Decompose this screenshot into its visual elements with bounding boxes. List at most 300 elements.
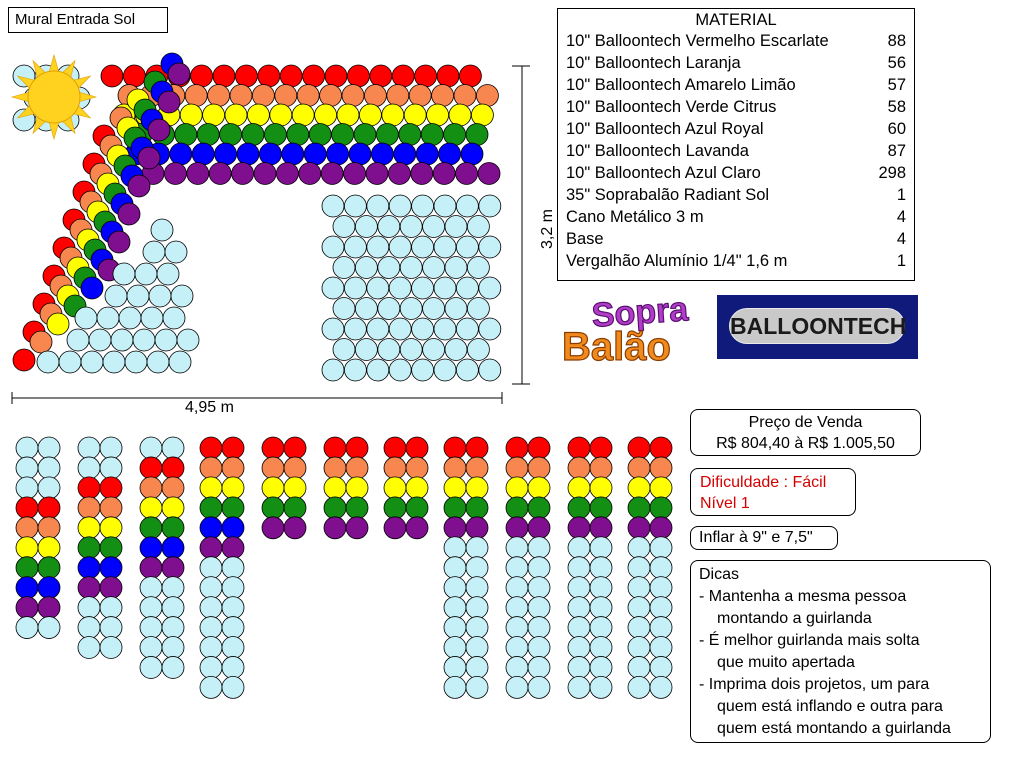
column-balloon-purple xyxy=(100,577,122,599)
mural-balloon-lightblue xyxy=(412,318,434,340)
mural-balloon-lightblue xyxy=(479,318,501,340)
column-balloon-red xyxy=(284,437,306,459)
material-row: 10" Balloontech Azul Claro 298 xyxy=(566,164,906,182)
mural-balloon-blue xyxy=(282,143,304,165)
column-balloon-lightblue xyxy=(506,597,528,619)
mural-balloon-green xyxy=(175,124,197,146)
column-balloon-lightblue xyxy=(528,597,550,619)
mural-balloon-lightblue xyxy=(423,339,445,361)
column-balloon-lightblue xyxy=(590,676,612,698)
mural-balloon-red xyxy=(459,65,481,87)
column-balloon-yellow xyxy=(650,477,672,499)
mural-balloon-lightblue xyxy=(81,351,103,373)
mural-balloon-lightblue xyxy=(89,329,111,351)
mural-balloon-lightblue xyxy=(445,216,467,238)
column-balloon-red xyxy=(222,437,244,459)
mural-balloon-green xyxy=(309,124,331,146)
column-balloon-lightblue xyxy=(628,537,650,559)
difficulty-level: Nível 1 xyxy=(700,495,750,512)
mural-balloon-green xyxy=(376,124,398,146)
column-balloon-lightblue xyxy=(590,637,612,659)
column-balloon-yellow xyxy=(346,477,368,499)
mural-balloon-lightblue xyxy=(333,216,355,238)
column-balloon-lightblue xyxy=(568,656,590,678)
column-balloon-lightblue xyxy=(528,557,550,579)
mural-balloon-purple xyxy=(164,163,186,185)
mural-balloon-lightblue xyxy=(467,216,489,238)
mural-balloon-orange xyxy=(364,85,386,107)
column-balloon-lightblue xyxy=(506,537,528,559)
column-balloon-green xyxy=(38,557,60,579)
mural-balloon-purple xyxy=(168,63,190,85)
mural-balloon-red xyxy=(392,65,414,87)
column-balloon-lightblue xyxy=(568,577,590,599)
mural-balloon-lightblue xyxy=(322,195,344,217)
column-balloon-green xyxy=(262,497,284,519)
mural-balloon-lightblue xyxy=(111,329,133,351)
column-balloon-green xyxy=(590,497,612,519)
mural-balloon-lightblue xyxy=(143,241,165,263)
column-balloon-red xyxy=(262,437,284,459)
column-balloon-orange xyxy=(568,457,590,479)
column-balloon-lightblue xyxy=(100,457,122,479)
column-balloon-lightblue xyxy=(466,676,488,698)
mural-balloon-yellow xyxy=(337,104,359,126)
mural-balloon-lightblue xyxy=(378,216,400,238)
mural-balloon-lightblue xyxy=(412,359,434,381)
balloontech-logo-text: BALLOONTECH xyxy=(729,308,905,344)
balloontech-logo xyxy=(717,295,918,359)
material-row: Cano Metálico 3 m 4 xyxy=(566,208,906,226)
mural-balloon-blue xyxy=(461,143,483,165)
mural-balloon-red xyxy=(415,65,437,87)
mural-balloon-lightblue xyxy=(127,285,149,307)
mural-balloon-purple xyxy=(344,163,366,185)
column-balloon-lightblue xyxy=(568,637,590,659)
column-balloon-lightblue xyxy=(140,577,162,599)
column-balloon-red xyxy=(590,437,612,459)
height-dimension-label: 3,2 m xyxy=(539,208,556,249)
column-balloon-yellow xyxy=(162,497,184,519)
inflate-info: Inflar à 9" e 7,5" xyxy=(690,526,838,550)
mural-balloon-lightblue xyxy=(456,195,478,217)
mural-balloon-orange xyxy=(409,85,431,107)
column-balloon-purple xyxy=(140,557,162,579)
column-balloon-lightblue xyxy=(200,676,222,698)
column-balloon-purple xyxy=(506,517,528,539)
mural-balloon-lightblue xyxy=(434,277,456,299)
column-balloon-orange xyxy=(162,477,184,499)
column-balloon-lightblue xyxy=(528,676,550,698)
column-balloon-lightblue xyxy=(444,537,466,559)
mural-balloon-red xyxy=(101,65,123,87)
column-balloon-purple xyxy=(16,597,38,619)
mural-balloon-green xyxy=(399,124,421,146)
tips-box xyxy=(690,560,991,743)
tip-item: - Mantenha a mesma pessoa montando a guirlanda xyxy=(699,588,907,627)
mural-balloon-purple xyxy=(276,163,298,185)
mural-balloon-green xyxy=(421,124,443,146)
mural-balloon-yellow xyxy=(359,104,381,126)
mural-balloon-lightblue xyxy=(367,359,389,381)
column-balloon-lightblue xyxy=(590,557,612,579)
column-balloon-lightblue xyxy=(38,617,60,639)
mural-balloon-lightblue xyxy=(67,329,89,351)
column-balloon-purple xyxy=(444,517,466,539)
mural-balloon-blue xyxy=(170,143,192,165)
column-balloon-lightblue xyxy=(444,656,466,678)
tip-item: - Imprima dois projetos, um para quem está inflando e outra para quem está montando a guirlanda xyxy=(699,676,951,737)
mural-balloon-purple xyxy=(148,119,170,141)
column-balloon-green xyxy=(222,497,244,519)
soprabalao-logo xyxy=(558,286,708,366)
column-balloon-lightblue xyxy=(590,597,612,619)
mural-balloon-yellow xyxy=(471,104,493,126)
column-balloon-lightblue xyxy=(506,656,528,678)
mural-balloon-lightblue xyxy=(434,236,456,258)
mural-balloon-purple xyxy=(138,147,160,169)
column-balloon-yellow xyxy=(528,477,550,499)
column-balloon-green xyxy=(568,497,590,519)
column-balloon-blue xyxy=(38,577,60,599)
column-balloon-purple xyxy=(200,537,222,559)
mural-balloon-red xyxy=(370,65,392,87)
mural-balloon-orange xyxy=(275,85,297,107)
mural-balloon-red xyxy=(258,65,280,87)
mural-balloon-blue xyxy=(237,143,259,165)
column-balloon-yellow xyxy=(284,477,306,499)
column-balloon-lightblue xyxy=(222,557,244,579)
column-balloon-lightblue xyxy=(466,597,488,619)
column-balloon-red xyxy=(78,477,100,499)
column-balloon-lightblue xyxy=(650,577,672,599)
material-heading: MATERIAL xyxy=(695,11,777,29)
column-balloon-orange xyxy=(528,457,550,479)
column-balloon-lightblue xyxy=(466,656,488,678)
column-balloon-lightblue xyxy=(590,656,612,678)
mural-balloon-lightblue xyxy=(467,339,489,361)
column-balloon-lightblue xyxy=(200,617,222,639)
mural-balloon-green xyxy=(332,124,354,146)
column-balloon-orange xyxy=(262,457,284,479)
column-balloon-orange xyxy=(628,457,650,479)
mural-balloon-orange xyxy=(342,85,364,107)
column-balloon-purple xyxy=(78,577,100,599)
mural-balloon-lightblue xyxy=(344,277,366,299)
column-balloon-purple xyxy=(324,517,346,539)
column-balloon-yellow xyxy=(140,497,162,519)
mural-balloon-lightblue xyxy=(389,277,411,299)
column-balloon-lightblue xyxy=(466,617,488,639)
material-row: 35" Soprabalão Radiant Sol 1 xyxy=(566,186,906,204)
column-balloon-green xyxy=(200,497,222,519)
column-balloon-lightblue xyxy=(16,477,38,499)
mural-balloon-purple xyxy=(433,163,455,185)
mural-title: Mural Entrada Sol xyxy=(8,7,168,33)
column-balloon-purple xyxy=(650,517,672,539)
column-balloon-lightblue xyxy=(528,637,550,659)
column-balloon-lightblue xyxy=(568,597,590,619)
column-balloon-lightblue xyxy=(100,617,122,639)
mural-balloon-red xyxy=(325,65,347,87)
column-balloon-lightblue xyxy=(140,637,162,659)
column-balloon-red xyxy=(100,477,122,499)
column-balloon-green xyxy=(78,537,100,559)
mural-balloon-blue xyxy=(349,143,371,165)
tip-item: - É melhor guirlanda mais solta que muito apertada xyxy=(699,632,920,671)
column-balloon-purple xyxy=(590,517,612,539)
mural-balloon-lightblue xyxy=(445,339,467,361)
column-balloon-lightblue xyxy=(628,656,650,678)
mural-balloon-lightblue xyxy=(434,195,456,217)
mural-balloon-yellow xyxy=(247,104,269,126)
mural-balloon-blue xyxy=(259,143,281,165)
mural-balloon-lightblue xyxy=(333,257,355,279)
mural-balloon-lightblue xyxy=(333,339,355,361)
column-balloon-lightblue xyxy=(78,437,100,459)
mural-balloon-red xyxy=(347,65,369,87)
material-row: 10" Balloontech Laranja 56 xyxy=(566,54,906,72)
mural-balloon-lightblue xyxy=(456,277,478,299)
column-balloon-red xyxy=(140,457,162,479)
mural-balloon-purple xyxy=(299,163,321,185)
column-balloon-lightblue xyxy=(444,597,466,619)
mural-balloon-lightblue xyxy=(389,318,411,340)
mural-balloon-yellow xyxy=(47,313,69,335)
mural-balloon-purple xyxy=(321,163,343,185)
column-balloon-green xyxy=(528,497,550,519)
mural-balloon-lightblue xyxy=(412,195,434,217)
column-balloon-lightblue xyxy=(222,617,244,639)
mural-balloon-lightblue xyxy=(479,195,501,217)
mural-balloon-yellow xyxy=(225,104,247,126)
column-balloon-lightblue xyxy=(650,637,672,659)
column-balloon-lightblue xyxy=(628,597,650,619)
column-balloon-orange xyxy=(444,457,466,479)
mural-balloon-lightblue xyxy=(389,359,411,381)
mural-balloon-purple xyxy=(478,163,500,185)
mural-balloon-lightblue xyxy=(400,257,422,279)
column-balloon-purple xyxy=(406,517,428,539)
mural-balloon-orange xyxy=(30,331,52,353)
column-balloon-purple xyxy=(262,517,284,539)
mural-balloon-lightblue xyxy=(119,307,141,329)
column-balloon-lightblue xyxy=(162,437,184,459)
column-balloon-yellow xyxy=(466,477,488,499)
mural-balloon-purple xyxy=(158,91,180,113)
material-row: 10" Balloontech Azul Royal 60 xyxy=(566,120,906,138)
mural-balloon-purple xyxy=(209,163,231,185)
column-balloon-lightblue xyxy=(200,656,222,678)
mural-balloon-lightblue xyxy=(445,298,467,320)
mural-balloon-lightblue xyxy=(149,285,171,307)
column-balloon-lightblue xyxy=(162,577,184,599)
mural-balloon-lightblue xyxy=(133,329,155,351)
column-balloon-lightblue xyxy=(78,457,100,479)
mural-balloon-lightblue xyxy=(378,339,400,361)
mural-balloon-lightblue xyxy=(105,285,127,307)
column-balloon-lightblue xyxy=(444,637,466,659)
mural-balloon-lightblue xyxy=(125,351,147,373)
column-balloon-yellow xyxy=(100,517,122,539)
column-balloon-red xyxy=(346,437,368,459)
column-balloon-orange xyxy=(506,457,528,479)
column-balloon-lightblue xyxy=(628,637,650,659)
column-balloon-lightblue xyxy=(590,577,612,599)
column-balloon-lightblue xyxy=(78,597,100,619)
column-balloon-red xyxy=(506,437,528,459)
mural-balloon-lightblue xyxy=(367,195,389,217)
column-balloon-lightblue xyxy=(222,676,244,698)
mural-balloon-lightblue xyxy=(155,329,177,351)
mural-balloon-orange xyxy=(185,85,207,107)
mural-balloon-lightblue xyxy=(97,307,119,329)
column-balloon-green xyxy=(406,497,428,519)
column-balloon-lightblue xyxy=(16,457,38,479)
mural-balloon-lightblue xyxy=(322,359,344,381)
mural-balloon-lightblue xyxy=(423,257,445,279)
mural-balloon-red xyxy=(235,65,257,87)
mural-balloon-lightblue xyxy=(147,351,169,373)
mural-balloon-green xyxy=(242,124,264,146)
mural-balloon-lightblue xyxy=(412,236,434,258)
width-dimension-label: 4,95 m xyxy=(185,399,234,416)
mural-balloon-lightblue xyxy=(479,277,501,299)
mural-balloon-orange xyxy=(454,85,476,107)
mural-balloon-lightblue xyxy=(344,318,366,340)
mural-balloon-lightblue xyxy=(400,298,422,320)
mural-balloon-lightblue xyxy=(344,195,366,217)
column-balloon-lightblue xyxy=(16,437,38,459)
material-row: Vergalhão Alumínio 1/4" 1,6 m 1 xyxy=(566,252,906,270)
column-balloon-green xyxy=(384,497,406,519)
price-label: Preço de Venda xyxy=(748,414,863,431)
column-balloon-blue xyxy=(200,517,222,539)
mural-balloon-lightblue xyxy=(355,257,377,279)
mural-balloon-lightblue xyxy=(378,257,400,279)
column-balloon-lightblue xyxy=(140,597,162,619)
mural-balloon-lightblue xyxy=(400,216,422,238)
mural-balloon-red xyxy=(303,65,325,87)
mural-balloon-red xyxy=(280,65,302,87)
mural-balloon-purple xyxy=(456,163,478,185)
mural-balloon-lightblue xyxy=(367,277,389,299)
column-balloon-blue xyxy=(16,577,38,599)
mural-balloon-purple xyxy=(388,163,410,185)
column-balloon-lightblue xyxy=(162,656,184,678)
column-balloon-lightblue xyxy=(568,557,590,579)
column-balloon-green xyxy=(162,517,184,539)
column-balloon-purple xyxy=(568,517,590,539)
mural-balloon-lightblue xyxy=(344,236,366,258)
mural-balloon-lightblue xyxy=(378,298,400,320)
column-balloon-lightblue xyxy=(528,617,550,639)
column-balloon-orange xyxy=(284,457,306,479)
mural-balloon-green xyxy=(466,124,488,146)
mural-balloon-lightblue xyxy=(151,219,173,241)
column-balloon-purple xyxy=(346,517,368,539)
column-balloon-lightblue xyxy=(200,637,222,659)
mural-balloon-lightblue xyxy=(479,236,501,258)
mural-balloon-lightblue xyxy=(163,307,185,329)
column-balloon-lightblue xyxy=(628,577,650,599)
mural-balloon-purple xyxy=(118,203,140,225)
column-balloon-lightblue xyxy=(100,637,122,659)
column-balloon-lightblue xyxy=(78,637,100,659)
column-balloon-lightblue xyxy=(78,617,100,639)
mural-balloon-green xyxy=(444,124,466,146)
mural-balloon-red xyxy=(123,65,145,87)
mural-balloon-red xyxy=(437,65,459,87)
column-balloon-lightblue xyxy=(100,597,122,619)
column-balloon-green xyxy=(284,497,306,519)
mural-balloon-lightblue xyxy=(423,298,445,320)
column-balloon-lightblue xyxy=(650,597,672,619)
column-balloon-lightblue xyxy=(506,637,528,659)
column-balloon-lightblue xyxy=(466,637,488,659)
mural-balloon-yellow xyxy=(449,104,471,126)
column-balloon-orange xyxy=(466,457,488,479)
mural-balloon-lightblue xyxy=(344,359,366,381)
column-balloon-lightblue xyxy=(222,597,244,619)
mural-balloon-blue xyxy=(192,143,214,165)
column-balloon-green xyxy=(346,497,368,519)
column-balloon-yellow xyxy=(78,517,100,539)
column-balloon-red xyxy=(38,497,60,519)
column-balloon-red xyxy=(200,437,222,459)
mural-balloon-lightblue xyxy=(333,298,355,320)
mural-balloon-blue xyxy=(81,277,103,299)
column-balloon-orange xyxy=(16,517,38,539)
column-balloon-lightblue xyxy=(506,617,528,639)
mural-balloon-yellow xyxy=(292,104,314,126)
column-balloon-lightblue xyxy=(568,676,590,698)
mural-balloon-lightblue xyxy=(322,318,344,340)
column-balloon-purple xyxy=(38,597,60,619)
price-box xyxy=(690,409,921,456)
mural-balloon-lightblue xyxy=(141,307,163,329)
mural-balloon-lightblue xyxy=(434,359,456,381)
mural-balloon-purple xyxy=(187,163,209,185)
column-balloon-lightblue xyxy=(466,557,488,579)
column-balloon-yellow xyxy=(200,477,222,499)
mural-balloon-orange xyxy=(208,85,230,107)
column-balloon-green xyxy=(140,517,162,539)
mural-balloon-lightblue xyxy=(113,263,135,285)
mural-balloon-lightblue xyxy=(177,329,199,351)
column-balloon-yellow xyxy=(262,477,284,499)
column-balloon-orange xyxy=(384,457,406,479)
column-balloon-lightblue xyxy=(528,656,550,678)
column-balloon-blue xyxy=(140,537,162,559)
column-balloon-yellow xyxy=(324,477,346,499)
mural-balloon-purple xyxy=(254,163,276,185)
mural-balloon-lightblue xyxy=(135,263,157,285)
mural-balloon-blue xyxy=(371,143,393,165)
column-balloon-lightblue xyxy=(506,557,528,579)
column-balloon-red xyxy=(466,437,488,459)
material-row: Base 4 xyxy=(566,230,906,248)
column-balloon-purple xyxy=(466,517,488,539)
mural-balloon-purple xyxy=(108,231,130,253)
mural-balloon-lightblue xyxy=(467,298,489,320)
column-balloon-yellow xyxy=(506,477,528,499)
column-balloon-blue xyxy=(100,557,122,579)
column-balloon-blue xyxy=(162,537,184,559)
column-balloon-lightblue xyxy=(650,557,672,579)
soprabalao-logo-line2: Balão xyxy=(562,325,671,366)
column-balloon-red xyxy=(650,437,672,459)
